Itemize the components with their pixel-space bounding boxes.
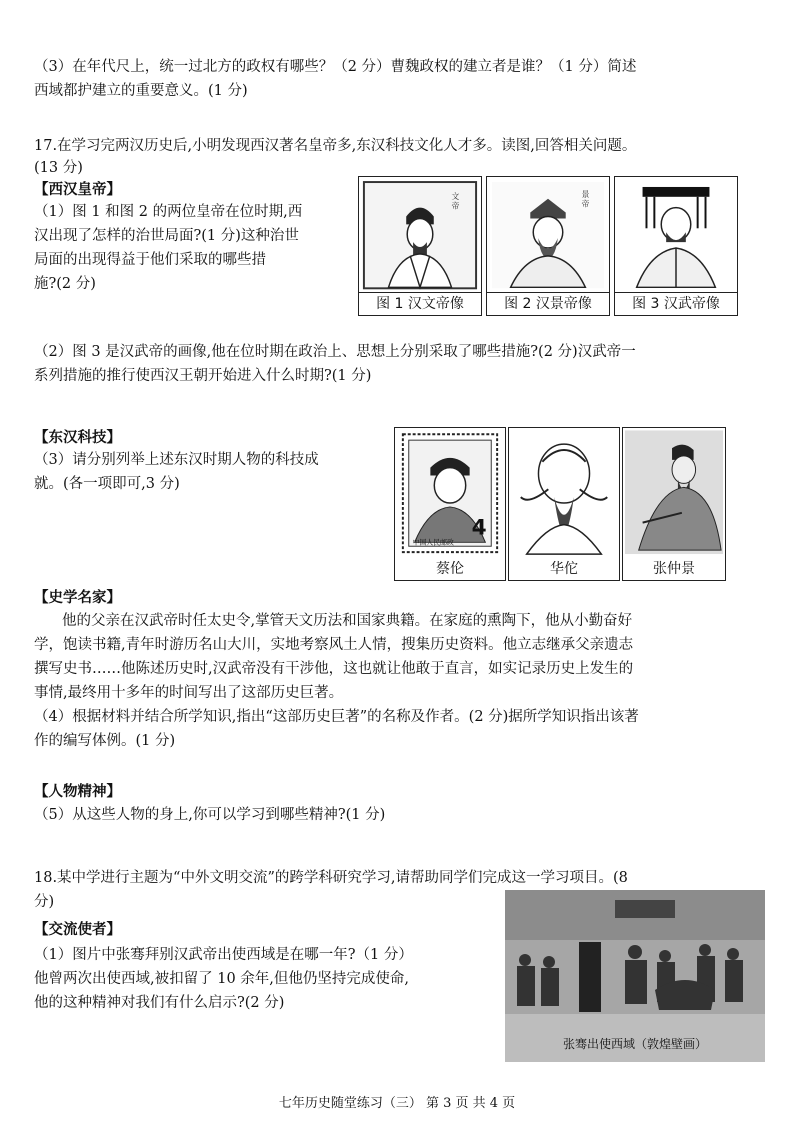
svg-text:帝: 帝 [451,201,460,211]
q17-sub1 [34,200,364,296]
q18-sub1-line: 他曾两次出使西域,被扣留了 10 余年,但他仍坚持完成使命, [34,971,409,987]
q16-3-line1: （3）在年代尺上，统一过北方的政权有哪些？（2 分）曹魏政权的建立者是谁？（1 分）简述 [34,59,637,75]
stamp-value: 4 [471,515,487,541]
section-east-han-science: 【东汉科技】 [34,429,121,446]
q18-sub1-line: （1）图片中张骞拜别汉武帝出使西域是在哪一年?（1 分） [34,947,413,963]
passage-line: 撰写史书……他陈述历史时,汉武帝没有干涉他，这也就让他敢于直言，如实记录历史上发生的 [34,661,634,677]
mural-image [505,890,765,1062]
passage-line: 他的父亲在汉武帝时任太史令,掌管天文历法和国家典籍。在家庭的熏陶下，他从小勤奋好 [62,613,633,629]
caption-jingdi: 图 2 汉景帝像 [487,292,609,315]
scientist-image-zhangzhongjing [622,427,726,581]
q17-sub3-line: （3）请分别列举上述东汉时期人物的科技成 [34,452,319,468]
passage-line: 事情,最终用十多年的时间写出了这部历史巨著。 [34,685,344,701]
svg-text:帝: 帝 [581,199,590,209]
q17-sub2-line1: （2）图 3 是汉武帝的画像,他在位时期在政治上、思想上分别采取了哪些措施?(2 分)汉武帝一 [34,344,636,360]
q17-sub1-line: 局面的出现得益于他们采取的哪些措 [34,252,266,268]
q17-intro-line1: 17.在学习完两汉历史后,小明发现西汉著名皇帝多,东汉科技文化人才多。读图,回答相关问题。 [34,138,637,154]
svg-text:景: 景 [581,189,590,199]
section-character-spirit: 【人物精神】 [34,783,121,800]
section-west-han-emperors: 【西汉皇帝】 [34,181,121,198]
caption-huatuo: 华佗 [509,558,619,580]
passage-line: 学，饱读书籍,青年时游历名山大川，实地考察风土人情，搜集历史资料。他立志继承父亲遗志 [34,637,634,653]
emperor-image-wendi [358,176,482,316]
svg-text:文: 文 [451,191,460,201]
q16-3-line2: 西域都护建立的重要意义。(1 分) [34,83,248,99]
page-footer: 七年历史随堂练习（三） 第 3 页 共 4 页 [278,1096,516,1111]
q17-sub1-line: （1）图 1 和图 2 的两位皇帝在位时期,西 [34,204,303,220]
emperor-image-row [358,176,738,316]
emperor-image-jingdi [486,176,610,316]
q18-sub1-line: 他的这种精神对我们有什么启示?(2 分) [34,995,285,1011]
q17-sub3-line: 就。(各一项即可,3 分) [34,476,180,492]
caption-wudi: 图 3 汉武帝像 [615,292,737,315]
q17-sub3 [34,448,394,496]
q17-sub1-line: 汉出现了怎样的治世局面?(1 分)这种治世 [34,228,299,244]
q17-sub2-line2: 系列措施的推行使西汉王朝开始进入什么时期?(1 分) [34,368,372,384]
q17-intro-line2: (13 分) [34,160,83,176]
q18-intro-line1: 18.某中学进行主题为“中外文明交流”的跨学科研究学习,请帮助同学们完成这一学习项目。(8 [34,870,628,886]
q18-intro-line2: 分) [34,894,55,910]
mural-caption: 张骞出使西域（敦煌壁画） [562,1037,707,1051]
emperor-image-wudi [614,176,738,316]
scientist-image-cailun [394,427,506,581]
section-envoy: 【交流使者】 [34,921,121,938]
historian-passage [34,609,774,705]
caption-zhangzhongjing: 张仲景 [623,558,725,580]
q17-sub4-line1: （4）根据材料并结合所学知识,指出“这部历史巨著”的名称及作者。(2 分)据所学知识指出该著 [34,709,639,725]
scientist-image-row [394,427,726,581]
q18-sub1 [34,943,494,1015]
q17-sub4-line2: 作的编写体例。(1 分) [34,733,176,749]
caption-wendi: 图 1 汉文帝像 [359,292,481,315]
section-historian: 【史学名家】 [34,589,121,606]
q17-sub1-line: 施?(2 分) [34,276,96,292]
caption-cailun: 蔡伦 [395,558,505,580]
stamp-text: 中国人民邮政 [412,538,454,547]
q17-sub5: （5）从这些人物的身上,你可以学习到哪些精神?(1 分) [34,807,386,823]
scientist-image-huatuo [508,427,620,581]
